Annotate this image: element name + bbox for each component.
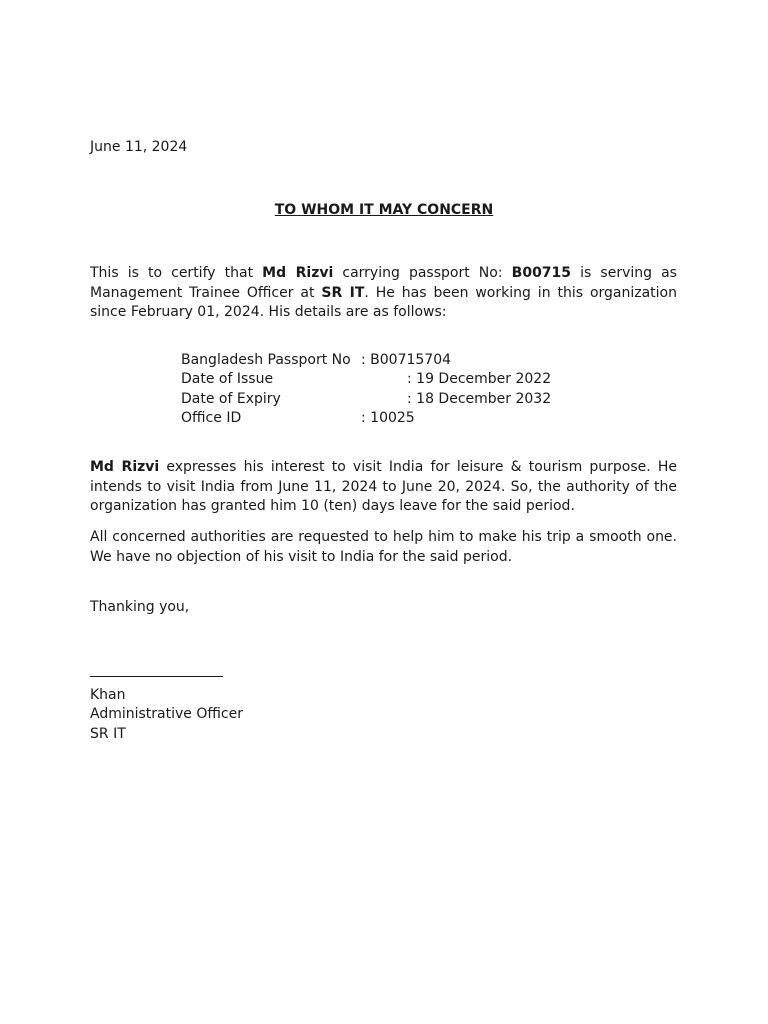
intro-text-2: carrying passport No: <box>333 265 512 281</box>
signer-name: Khan <box>90 687 126 703</box>
signer-title: Administrative Officer <box>90 706 243 723</box>
signer-org: SR IT <box>90 725 126 742</box>
request-paragraph: All concerned authorities are requested to help him to make his trip a smooth one. We have no objection of his visit to India for the said period. <box>90 529 677 565</box>
employee-name: Md Rizvi <box>262 265 334 281</box>
visit-text: expresses his interest to visit India for leisure & tourism purpose. He intends to visit India from June 11, 2024 to June 20, 2024. So, the authority of the organization has granted him 10 (ten) days leave for the said period. <box>90 459 677 514</box>
intro-paragraph <box>90 264 677 323</box>
intro-text-1: This is to certify that <box>90 265 263 281</box>
detail-label: Date of Expiry <box>181 390 281 407</box>
intro-text-4: . He has been working in this organization since February 01, 2024. His details are as follows: <box>90 284 677 320</box>
detail-value: : 19 December 2022 <box>407 371 552 388</box>
closing-text: Thanking you, <box>90 599 190 615</box>
detail-value: : 10025 <box>361 409 415 426</box>
detail-label: Date of Issue <box>181 371 274 388</box>
company-name: SR IT <box>321 284 365 301</box>
intro-text-3: is serving as Management Trainee Officer at <box>90 265 677 301</box>
letter-date: June 11, 2024 <box>90 139 188 155</box>
detail-label: Bangladesh Passport No <box>181 352 351 368</box>
signature-line <box>90 676 223 677</box>
detail-value: : 18 December 2032 <box>407 390 552 407</box>
visitor-name: Md Rizvi <box>90 459 160 475</box>
passport-number: B00715 <box>511 265 572 281</box>
letter-subject: TO WHOM IT MAY CONCERN <box>274 202 494 218</box>
signer-block <box>90 686 243 744</box>
detail-label: Office ID <box>181 409 242 426</box>
visit-paragraph <box>90 458 677 517</box>
detail-value: : B00715704 <box>361 352 452 368</box>
